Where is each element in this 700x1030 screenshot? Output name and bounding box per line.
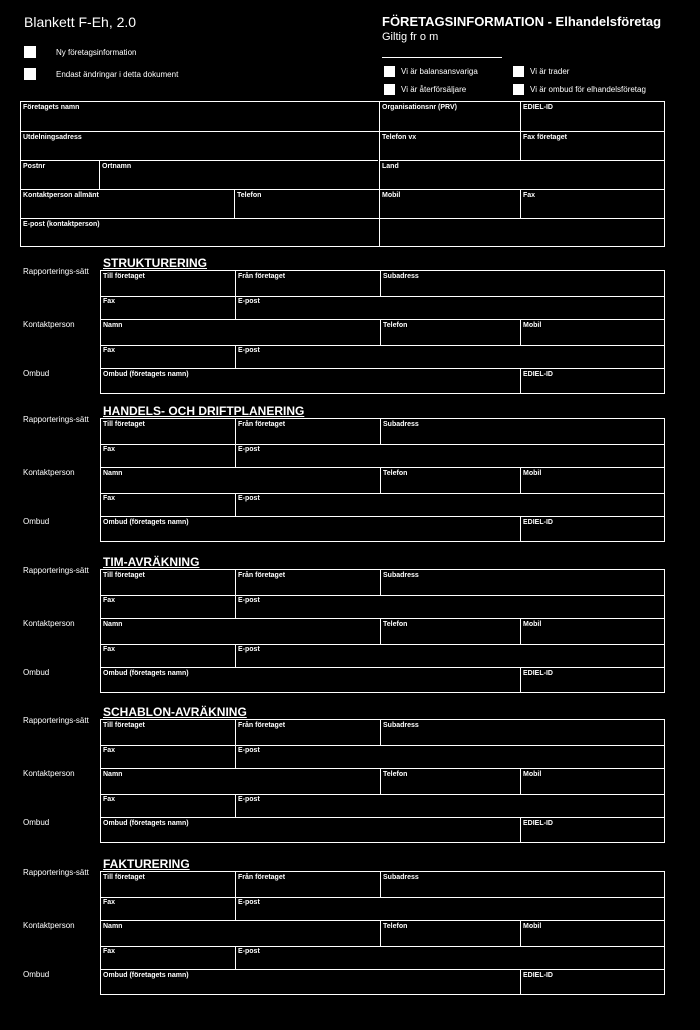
to-company-field[interactable]: Till företaget bbox=[103, 874, 145, 881]
divider bbox=[235, 345, 236, 368]
page-title: FÖRETAGSINFORMATION - Elhandelsföretag bbox=[382, 14, 662, 29]
contact-label: Kontaktperson bbox=[23, 921, 75, 930]
contact-mobile-field[interactable]: Mobil bbox=[523, 771, 542, 778]
divider bbox=[520, 970, 521, 994]
option-label: Ny företagsinformation bbox=[56, 47, 137, 57]
contact-fax-field[interactable]: Fax bbox=[103, 796, 116, 803]
divider bbox=[520, 619, 521, 644]
contact-label: Kontaktperson bbox=[23, 468, 75, 477]
divider bbox=[235, 872, 236, 920]
agent-name-field[interactable]: Ombud (företagets namn) bbox=[103, 820, 189, 827]
section-title: SCHABLON-AVRÄKNING bbox=[103, 705, 247, 719]
checkbox[interactable] bbox=[513, 66, 524, 77]
contact-fax-field[interactable]: Fax bbox=[103, 948, 116, 955]
divider bbox=[235, 493, 236, 516]
row-divider bbox=[21, 218, 664, 219]
option-balance-responsible[interactable] bbox=[384, 66, 478, 77]
agent-label: Ombud bbox=[23, 818, 50, 827]
divider bbox=[235, 419, 236, 467]
agent-name-field[interactable]: Ombud (företagets namn) bbox=[103, 371, 189, 378]
to-company-field[interactable]: Till företaget bbox=[103, 273, 145, 280]
divider bbox=[380, 720, 381, 745]
agent-grid bbox=[100, 667, 665, 693]
contact-grid bbox=[100, 768, 665, 818]
contact-fax-field[interactable]: Fax bbox=[103, 495, 116, 502]
divider bbox=[520, 189, 521, 218]
email-field[interactable]: E-post bbox=[238, 747, 260, 754]
row-divider bbox=[101, 296, 664, 297]
checkbox[interactable] bbox=[384, 84, 395, 95]
contact-name-field[interactable]: Namn bbox=[103, 923, 123, 930]
company-info-grid bbox=[20, 101, 665, 247]
phone-field[interactable]: Telefon bbox=[237, 192, 262, 199]
option-agent[interactable] bbox=[513, 84, 646, 95]
contact-mobile-field[interactable]: Mobil bbox=[523, 923, 542, 930]
contact-mobile-field[interactable]: Mobil bbox=[523, 470, 542, 477]
from-company-field[interactable]: Från företaget bbox=[238, 273, 286, 280]
fax-field[interactable]: Fax bbox=[103, 298, 116, 305]
divider bbox=[520, 320, 521, 345]
option-reseller[interactable] bbox=[384, 84, 466, 95]
from-company-field[interactable]: Från företaget bbox=[238, 722, 286, 729]
row-divider bbox=[101, 345, 664, 346]
company-name-field[interactable]: Företagets namn bbox=[23, 104, 80, 111]
reporting-label: Rapporterings-sätt bbox=[23, 716, 89, 725]
fax-field[interactable]: Fax bbox=[103, 446, 116, 453]
agent-name-field[interactable]: Ombud (företagets namn) bbox=[103, 972, 189, 979]
email-field[interactable]: E-post bbox=[238, 597, 260, 604]
contact-name-field[interactable]: Namn bbox=[103, 322, 123, 329]
divider bbox=[380, 468, 381, 493]
agent-name-field[interactable]: Ombud (företagets namn) bbox=[103, 670, 189, 677]
checkbox[interactable] bbox=[24, 68, 36, 80]
reporting-grid bbox=[100, 719, 665, 769]
contact-phone-field[interactable]: Telefon bbox=[383, 923, 408, 930]
valid-from-label: Giltig fr o m bbox=[382, 31, 439, 43]
agent-ediel-field[interactable]: EDIEL-ID bbox=[523, 519, 553, 526]
contact-phone-field[interactable]: Telefon bbox=[383, 470, 408, 477]
divider bbox=[380, 769, 381, 794]
reporting-label: Rapporterings-sätt bbox=[23, 415, 89, 424]
contact-label: Kontaktperson bbox=[23, 619, 75, 628]
contact-name-field[interactable]: Namn bbox=[103, 621, 123, 628]
option-label: Vi är återförsäljare bbox=[401, 85, 467, 94]
reporting-grid bbox=[100, 270, 665, 320]
mobile-field[interactable]: Mobil bbox=[382, 192, 401, 199]
valid-from-line[interactable] bbox=[382, 57, 502, 58]
email-field[interactable]: E-post bbox=[238, 446, 260, 453]
option-label: Endast ändringar i detta dokument bbox=[56, 69, 179, 79]
divider bbox=[235, 720, 236, 768]
phone-vx-field[interactable]: Telefon vx bbox=[382, 134, 417, 141]
divider bbox=[99, 160, 100, 189]
section-title: HANDELS- OCH DRIFTPLANERING bbox=[103, 404, 305, 418]
subaddress-field[interactable]: Subadress bbox=[383, 874, 419, 881]
section-title: STRUKTURERING bbox=[103, 256, 207, 270]
address-field[interactable]: Utdelningsadress bbox=[23, 134, 82, 141]
subaddress-field[interactable]: Subadress bbox=[383, 572, 419, 579]
contact-email-field[interactable]: E-post bbox=[238, 646, 260, 653]
reporting-label: Rapporterings-sätt bbox=[23, 868, 89, 877]
fax-field[interactable]: Fax bbox=[103, 597, 116, 604]
option-label: Vi är ombud för elhandelsföretag bbox=[530, 85, 646, 94]
agent-grid bbox=[100, 817, 665, 843]
org-nr-field[interactable]: Organisationsnr (PRV) bbox=[382, 104, 457, 111]
email-field[interactable]: E-post bbox=[238, 899, 260, 906]
checkbox[interactable] bbox=[24, 46, 36, 58]
agent-ediel-field[interactable]: EDIEL-ID bbox=[523, 670, 553, 677]
reporting-label: Rapporterings-sätt bbox=[23, 267, 89, 276]
fax-field[interactable]: Fax bbox=[103, 747, 116, 754]
country-field[interactable]: Land bbox=[382, 163, 399, 170]
agent-label: Ombud bbox=[23, 517, 50, 526]
reporting-grid bbox=[100, 569, 665, 619]
row-divider bbox=[101, 946, 664, 947]
city-field[interactable]: Ortnamn bbox=[102, 163, 132, 170]
from-company-field[interactable]: Från företaget bbox=[238, 421, 286, 428]
divider bbox=[520, 517, 521, 541]
divider bbox=[520, 921, 521, 946]
contact-email-field[interactable]: E-post bbox=[238, 347, 260, 354]
divider bbox=[520, 668, 521, 692]
contact-phone-field[interactable]: Telefon bbox=[383, 771, 408, 778]
from-company-field[interactable]: Från företaget bbox=[238, 874, 286, 881]
agent-grid bbox=[100, 516, 665, 542]
divider bbox=[380, 320, 381, 345]
row-divider bbox=[101, 745, 664, 746]
option-changes-only[interactable] bbox=[24, 68, 178, 80]
row-divider bbox=[101, 595, 664, 596]
subaddress-field[interactable]: Subadress bbox=[383, 722, 419, 729]
contact-name-field[interactable]: Namn bbox=[103, 771, 123, 778]
contact-mobile-field[interactable]: Mobil bbox=[523, 322, 542, 329]
reporting-grid bbox=[100, 871, 665, 921]
contact-grid bbox=[100, 618, 665, 668]
divider bbox=[380, 619, 381, 644]
contact-grid bbox=[100, 319, 665, 369]
to-company-field[interactable]: Till företaget bbox=[103, 572, 145, 579]
agent-label: Ombud bbox=[23, 668, 50, 677]
agent-grid bbox=[100, 969, 665, 995]
divider bbox=[380, 419, 381, 444]
option-label: Vi är trader bbox=[530, 67, 570, 76]
agent-ediel-field[interactable]: EDIEL-ID bbox=[523, 371, 553, 378]
row-divider bbox=[101, 897, 664, 898]
form-id: Blankett F-Eh, 2.0 bbox=[24, 14, 137, 30]
divider bbox=[235, 644, 236, 667]
agent-grid bbox=[100, 368, 665, 394]
agent-label: Ombud bbox=[23, 970, 50, 979]
contact-email-field[interactable]: E-post bbox=[238, 948, 260, 955]
row-divider bbox=[21, 189, 664, 190]
divider bbox=[380, 921, 381, 946]
contact-grid bbox=[100, 467, 665, 517]
postnr-field[interactable]: Postnr bbox=[23, 163, 46, 170]
row-divider bbox=[21, 160, 664, 161]
to-company-field[interactable]: Till företaget bbox=[103, 722, 145, 729]
row-divider bbox=[101, 794, 664, 795]
divider bbox=[520, 468, 521, 493]
contact-email-field[interactable]: E-post bbox=[238, 796, 260, 803]
checkbox[interactable] bbox=[513, 84, 524, 95]
row-divider bbox=[101, 644, 664, 645]
section-title: FAKTURERING bbox=[103, 857, 190, 871]
option-trader[interactable] bbox=[513, 66, 569, 77]
email-contact-field[interactable]: E-post (kontaktperson) bbox=[23, 221, 100, 228]
reporting-label: Rapporterings-sätt bbox=[23, 566, 89, 575]
divider bbox=[520, 818, 521, 842]
contact-label: Kontaktperson bbox=[23, 769, 75, 778]
row-divider bbox=[101, 444, 664, 445]
agent-ediel-field[interactable]: EDIEL-ID bbox=[523, 820, 553, 827]
fax-company-field[interactable]: Fax företaget bbox=[523, 134, 567, 141]
divider bbox=[380, 570, 381, 595]
option-label: Vi är balansansvariga bbox=[401, 67, 478, 76]
divider bbox=[235, 946, 236, 969]
agent-ediel-field[interactable]: EDIEL-ID bbox=[523, 972, 553, 979]
option-new-info[interactable] bbox=[24, 46, 136, 58]
email-field[interactable]: E-post bbox=[238, 298, 260, 305]
contact-phone-field[interactable]: Telefon bbox=[383, 322, 408, 329]
section-title: TIM-AVRÄKNING bbox=[103, 555, 200, 569]
divider bbox=[235, 794, 236, 817]
contact-name-field[interactable]: Namn bbox=[103, 470, 123, 477]
contact-mobile-field[interactable]: Mobil bbox=[523, 621, 542, 628]
fax-field[interactable]: Fax bbox=[523, 192, 536, 199]
row-divider bbox=[21, 131, 664, 132]
divider bbox=[520, 131, 521, 160]
divider bbox=[380, 271, 381, 296]
contact-label: Kontaktperson bbox=[23, 320, 75, 329]
divider bbox=[520, 369, 521, 393]
checkbox[interactable] bbox=[384, 66, 395, 77]
divider bbox=[234, 189, 235, 218]
contact-grid bbox=[100, 920, 665, 970]
ediel-id-field[interactable]: EDIEL-ID bbox=[523, 104, 553, 111]
contact-phone-field[interactable]: Telefon bbox=[383, 621, 408, 628]
from-company-field[interactable]: Från företaget bbox=[238, 572, 286, 579]
reporting-grid bbox=[100, 418, 665, 468]
subaddress-field[interactable]: Subadress bbox=[383, 421, 419, 428]
divider bbox=[380, 872, 381, 897]
to-company-field[interactable]: Till företaget bbox=[103, 421, 145, 428]
divider bbox=[379, 102, 380, 246]
agent-label: Ombud bbox=[23, 369, 50, 378]
contact-general-field[interactable]: Kontaktperson allmänt bbox=[23, 192, 99, 199]
fax-field[interactable]: Fax bbox=[103, 899, 116, 906]
contact-fax-field[interactable]: Fax bbox=[103, 646, 116, 653]
divider bbox=[520, 102, 521, 131]
row-divider bbox=[101, 493, 664, 494]
divider bbox=[235, 570, 236, 618]
divider bbox=[235, 271, 236, 319]
contact-email-field[interactable]: E-post bbox=[238, 495, 260, 502]
subaddress-field[interactable]: Subadress bbox=[383, 273, 419, 280]
divider bbox=[520, 769, 521, 794]
contact-fax-field[interactable]: Fax bbox=[103, 347, 116, 354]
agent-name-field[interactable]: Ombud (företagets namn) bbox=[103, 519, 189, 526]
